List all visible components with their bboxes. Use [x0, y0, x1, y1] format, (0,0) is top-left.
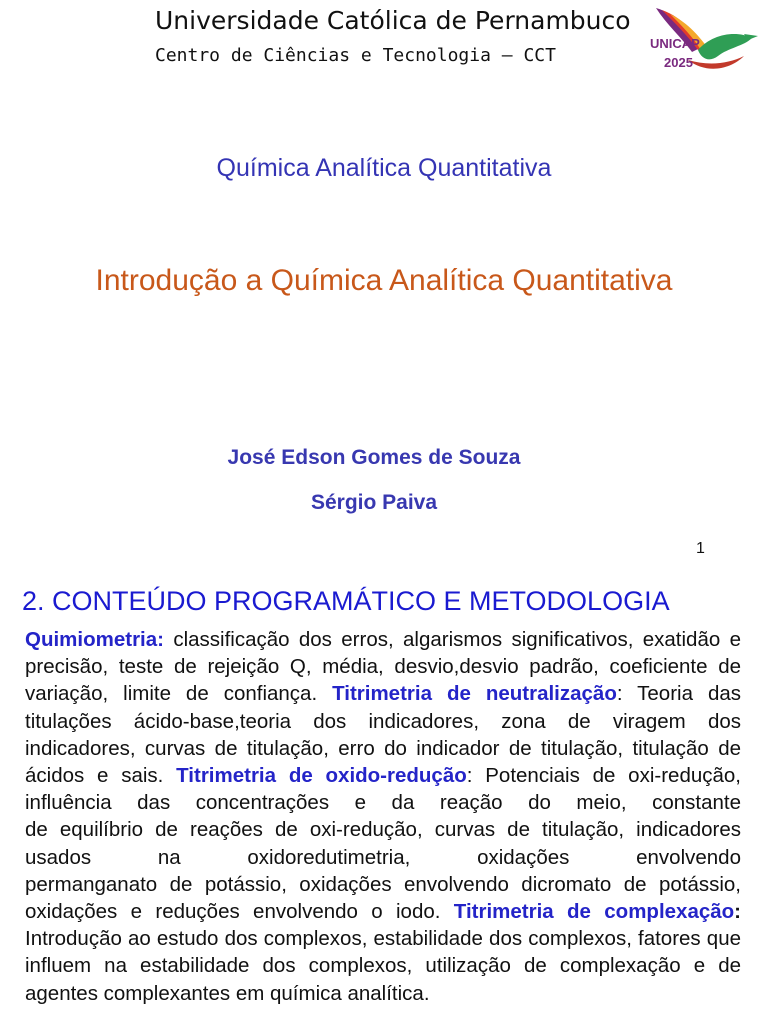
- lecture-title: Introdução a Química Analítica Quantitativa: [95, 264, 673, 297]
- bird-logo-icon: [648, 4, 760, 76]
- paragraph-3: permanganato de potássio, oxidações envolvendo dicromato de potássio, oxidações e reduções envolvendo o iodo. Titrimetria de complexação: Introdução ao estudo dos complexos, estabilidade dos complexos, fatores que influem na estabilidade dos complexos, utilização de complexação e de agentes complexantes em química analítica.: [25, 872, 741, 1005]
- keyword-titrimetria-oxido-reducao: Titrimetria de oxido-redução: [176, 764, 467, 788]
- course-title: Química Analítica Quantitativa: [216, 154, 552, 182]
- keyword-quimiometria: Quimiometria:: [25, 628, 164, 651]
- logo-name: UNICAP: [650, 36, 700, 51]
- university-name: Universidade Católica de Pernambuco: [155, 6, 631, 35]
- author-1: José Edson Gomes de Souza: [227, 446, 521, 469]
- page-number: 1: [696, 540, 705, 557]
- paragraph-2: de equilíbrio de reações de oxi-redução, curvas de titulação, indicadores usados na oxidoredutimetria, oxidações envolvendo: [25, 818, 741, 869]
- section-body: [25, 626, 741, 1007]
- author-2: Sérgio Paiva: [310, 491, 438, 514]
- center-name: Centro de Ciências e Tecnologia – CCT: [155, 45, 556, 66]
- paragraph-1: Quimiometria: classificação dos erros, algarismos significativos, exatidão e precisão, teste de rejeição Q, média, desvio,desvio padrão, coeficiente de variação, limite de confiança. Titrimetria de neutralização: Teoria das titulações ácido-base,teoria dos indicadores, zona de viragem dos indicadores, curvas de titulação, erro do indicador de titulação, titulação de ácidos e sais. Titrimetria de oxido-redução: Potenciais de oxi-redução, influência das concentrações e da reação do meio, constante: [25, 628, 741, 815]
- keyword-titrimetria-neutralizacao: Titrimetria de neutralização: [332, 682, 617, 706]
- section-title: 2. CONTEÚDO PROGRAMÁTICO E METODOLOGIA: [22, 586, 670, 616]
- logo-year: 2025: [664, 55, 693, 70]
- keyword-titrimetria-complexacao: Titrimetria de complexação: [453, 900, 735, 924]
